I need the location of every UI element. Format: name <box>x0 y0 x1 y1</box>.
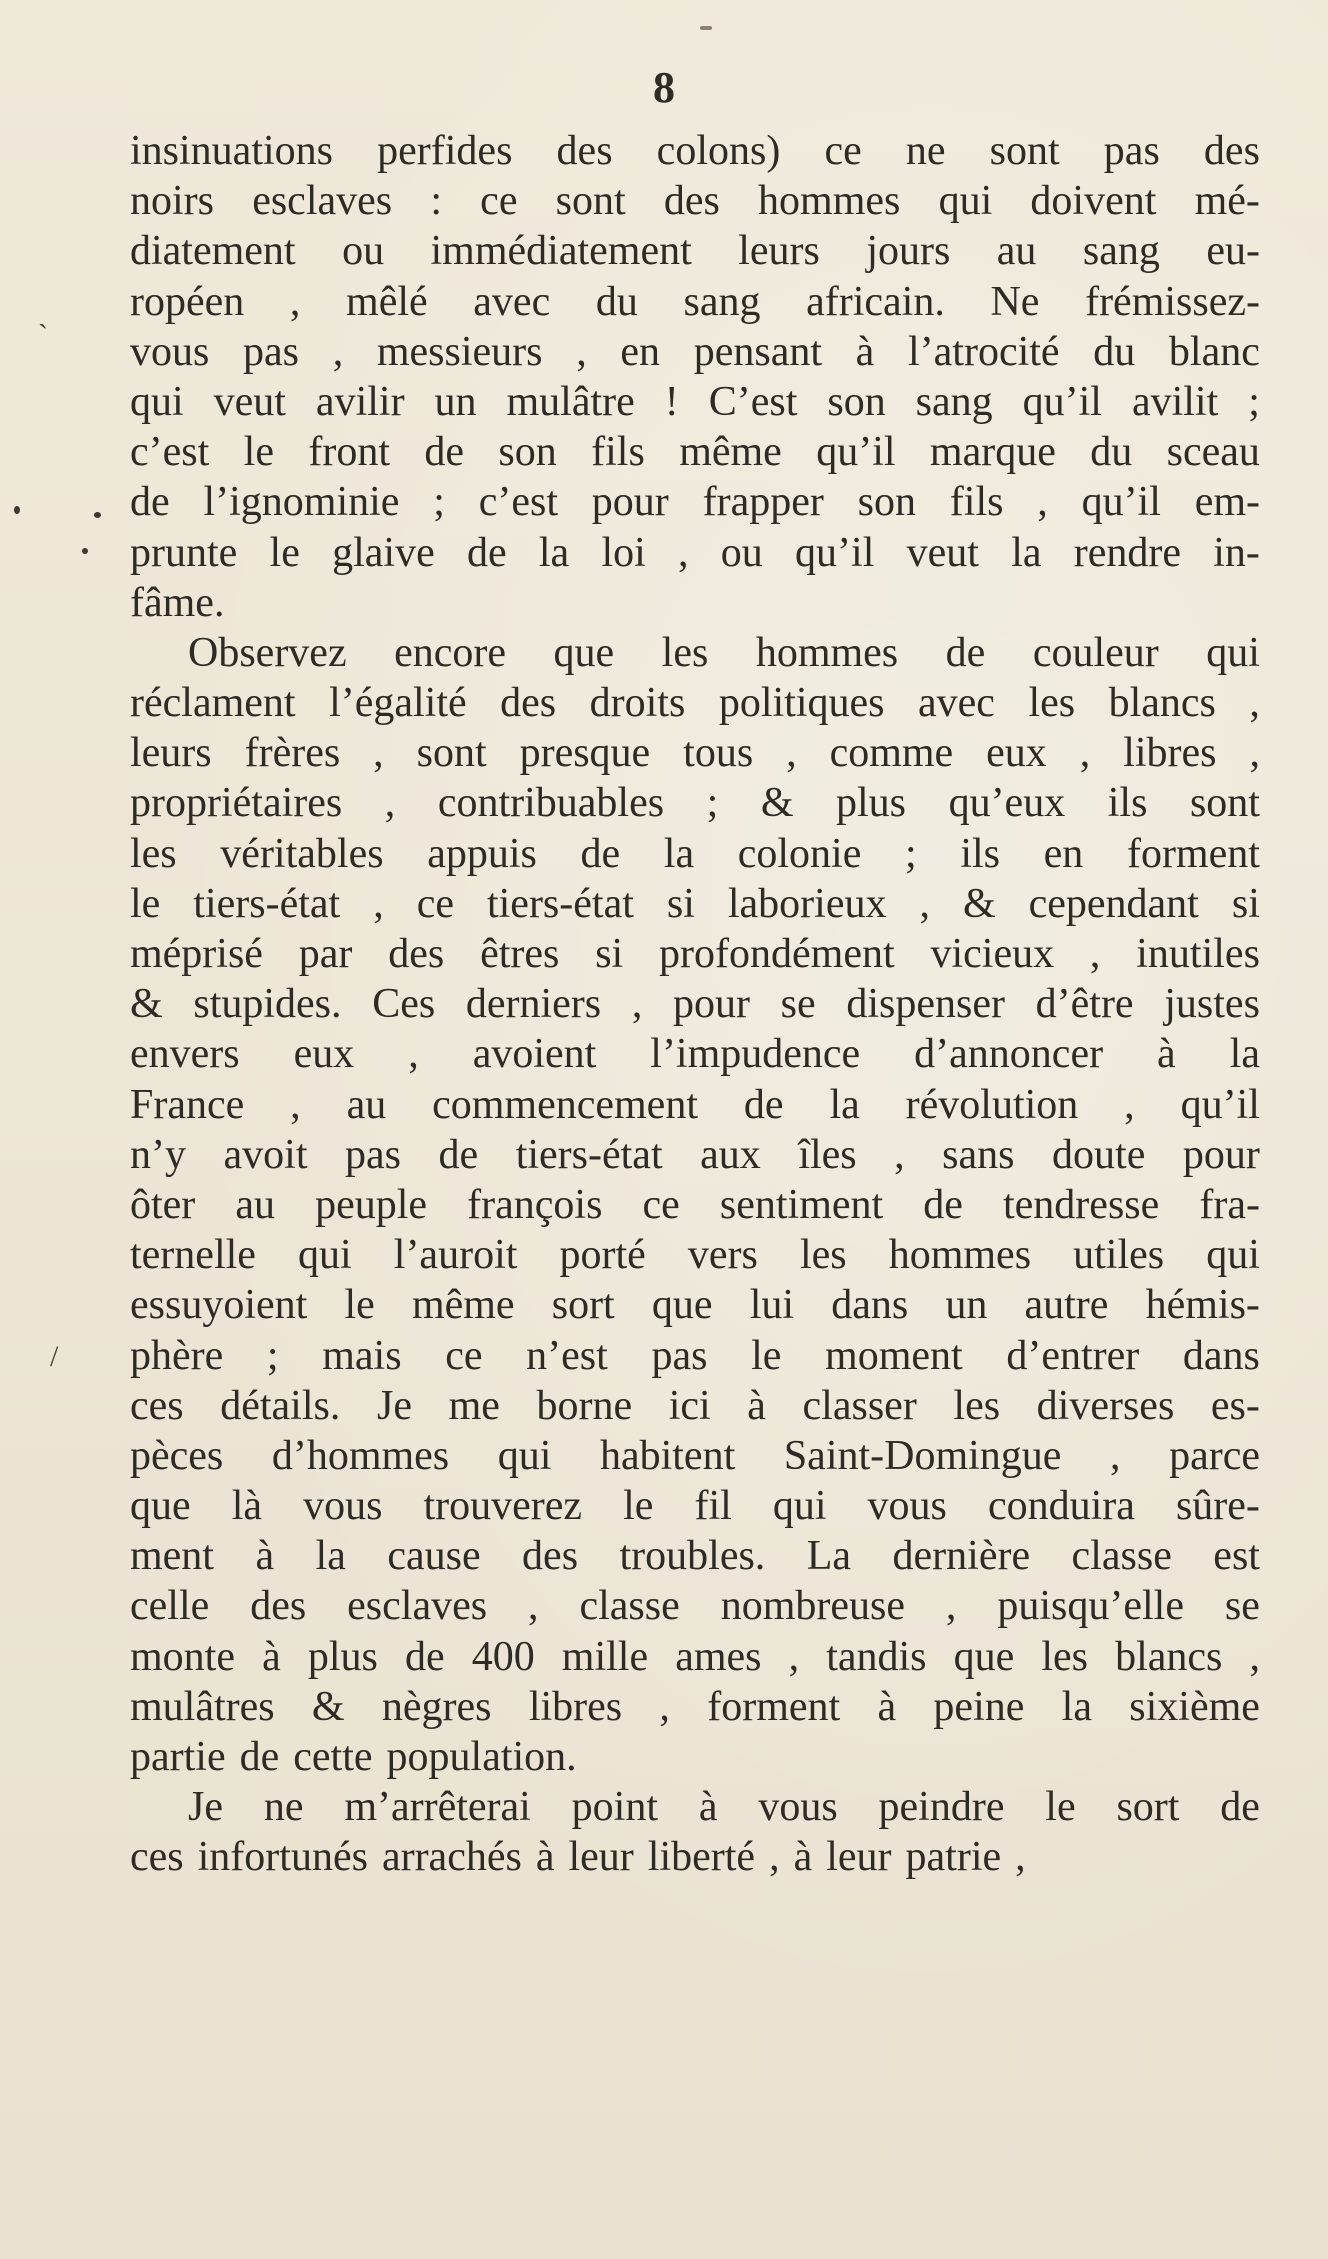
text-line: phère ; mais ce n’est pas le moment d’entrer dans <box>130 1332 1260 1379</box>
text-line: diatement ou immédiatement leurs jours au sang eu- <box>130 228 1260 275</box>
text-line: vous pas , messieurs , en pensant à l’atrocité du blanc <box>130 328 1260 375</box>
text-line: ces infortunés arrachés à leur liberté , à leur patrie , <box>130 1834 1026 1881</box>
text-line: ôter au peuple françois ce sentiment de tendresse fra- <box>130 1181 1260 1228</box>
text-line: monte à plus de 400 mille ames , tandis que les blancs , <box>130 1633 1260 1680</box>
text-line: ces détails. Je me borne ici à classer les diverses es- <box>130 1382 1260 1429</box>
text-line: mulâtres & nègres libres , forment à peine la sixième <box>130 1683 1260 1730</box>
text-line: fâme. <box>130 579 225 626</box>
text-line: noirs esclaves : ce sont des hommes qui doivent mé- <box>130 178 1260 225</box>
text-line: ropéen , mêlé avec du sang africain. Ne frémissez- <box>130 278 1260 325</box>
text-line: celle des esclaves , classe nombreuse , puisqu’elle se <box>130 1583 1260 1630</box>
text-line: les véritables appuis de la colonie ; ils en forment <box>130 830 1260 877</box>
text-line: réclament l’égalité des droits politiques avec les blancs , <box>130 680 1260 727</box>
page-number: 8 <box>653 63 675 112</box>
text-line: envers eux , avoient l’impudence d’annoncer à la <box>130 1031 1260 1078</box>
text-line: partie de cette population. <box>130 1734 577 1780</box>
text-line: Observez encore que les hommes de couleur qui <box>188 629 1260 676</box>
text-line: insinuations perfides des colons) ce ne sont pas des <box>130 128 1260 174</box>
paragraph <box>130 126 1260 628</box>
margin-tick: ˏ <box>38 296 48 329</box>
text-line: c’est le front de son fils même qu’il marque du sceau <box>130 429 1260 476</box>
text-line: prunte le glaive de la loi , ou qu’il veut la rendre in- <box>130 529 1260 576</box>
margin-tick: / <box>50 1340 59 1373</box>
text-line: pèces d’hommes qui habitent Saint-Domingue , parce <box>130 1432 1260 1479</box>
text-line: Je ne m’arrêterai point à vous peindre le sort de <box>188 1784 1260 1831</box>
text-line: leurs frères , sont presque tous , comme eux , libres , <box>130 730 1260 777</box>
paragraph <box>130 1782 1260 1882</box>
text-line: ternelle qui l’auroit porté vers les hommes utiles qui <box>130 1232 1260 1279</box>
ink-spot <box>82 548 88 554</box>
ink-spot <box>14 506 20 514</box>
text-line: France , au commencement de la révolution , qu’il <box>130 1081 1260 1128</box>
text-line: le tiers-état , ce tiers-état si laborieux , & cependant si <box>130 880 1260 927</box>
text-line: méprisé par des êtres si profondément vicieux , inutiles <box>130 931 1260 977</box>
body-text <box>130 126 1260 1883</box>
printer-mark <box>700 26 712 30</box>
text-line: de l’ignominie ; c’est pour frapper son fils , qu’il em- <box>130 479 1260 526</box>
text-line: n’y avoit pas de tiers-état aux îles , sans doute pour <box>130 1131 1260 1178</box>
text-line: qui veut avilir un mulâtre ! C’est son sang qu’il avilit ; <box>130 378 1260 425</box>
text-line: essuyoient le même sort que lui dans un autre hémis- <box>130 1282 1260 1329</box>
text-line: & stupides. Ces derniers , pour se dispenser d’être justes <box>130 981 1260 1028</box>
text-line: ment à la cause des troubles. La dernière classe est <box>130 1533 1260 1580</box>
paragraph <box>130 628 1260 1782</box>
text-line: propriétaires , contribuables ; & plus qu’eux ils sont <box>130 780 1260 827</box>
text-line: que là vous trouverez le fil qui vous conduira sûre- <box>130 1483 1260 1530</box>
ink-spot <box>94 512 101 518</box>
